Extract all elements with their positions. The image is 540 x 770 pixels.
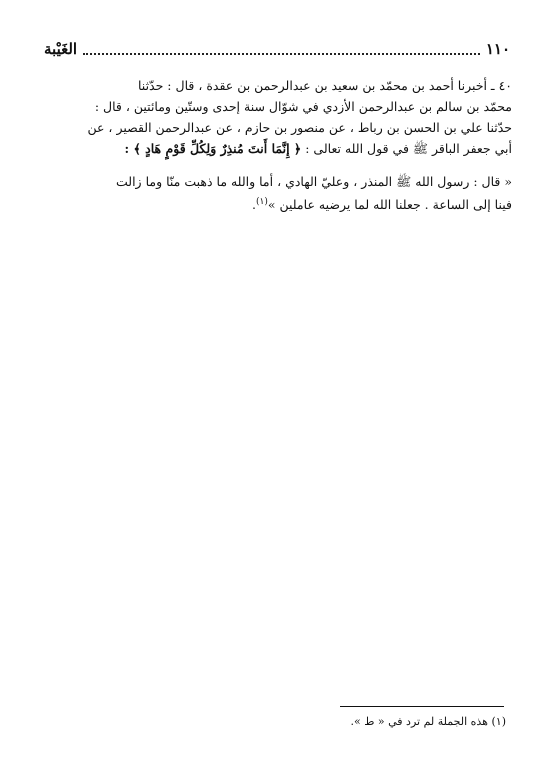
text-line-start: أبي جعفر الباقر ﷺ في قول الله تعالى : xyxy=(305,141,512,156)
quran-verse: ﴿ إِنَّمَا أَنتَ مُنذِرٌ وَلِكُلِّ قَوْمٍ هَادٍ ﴾ : xyxy=(124,141,302,156)
text-line xyxy=(44,138,512,159)
footnote-marker: (١) xyxy=(256,197,268,207)
running-title: الغَيْبة xyxy=(44,40,78,58)
dotted-leader xyxy=(83,43,480,55)
footnote-divider xyxy=(340,706,504,707)
text-line: فينا إلى الساعة . جعلنا الله لما يرضيه عاملين »$^{(١)}$. xyxy=(252,197,512,213)
page-number: ١١٠ xyxy=(485,40,510,58)
text-line: ٤٠ ـ أخبرنا أحمد بن محمّد بن سعيد بن عبدالرحمن بن عقدة ، قال : حدّثنا xyxy=(137,78,512,93)
page-header xyxy=(44,36,510,62)
footnote: (١) هذه الجملة لم ترد في « ط ». xyxy=(350,715,506,728)
text-line-end: فينا إلى الساعة . جعلنا الله لما يرضيه عاملين » xyxy=(267,197,512,213)
hadith-text xyxy=(44,75,512,213)
text-line: محمّد بن سالم بن عبدالرحمن الأزدي في شوّال سنة إحدى وستّين ومائتين ، قال : xyxy=(94,99,512,114)
paragraph-gap xyxy=(44,159,512,171)
text-line: « قال : رسول الله ﷺ المنذر ، وعليّ الهادي ، أما والله ما ذهبت منّا وما زالت xyxy=(116,174,512,189)
text-line: حدّثنا علي بن الحسن بن رباط ، عن منصور بن حازم ، عن عبدالرحمن القصير ، عن xyxy=(87,120,512,135)
